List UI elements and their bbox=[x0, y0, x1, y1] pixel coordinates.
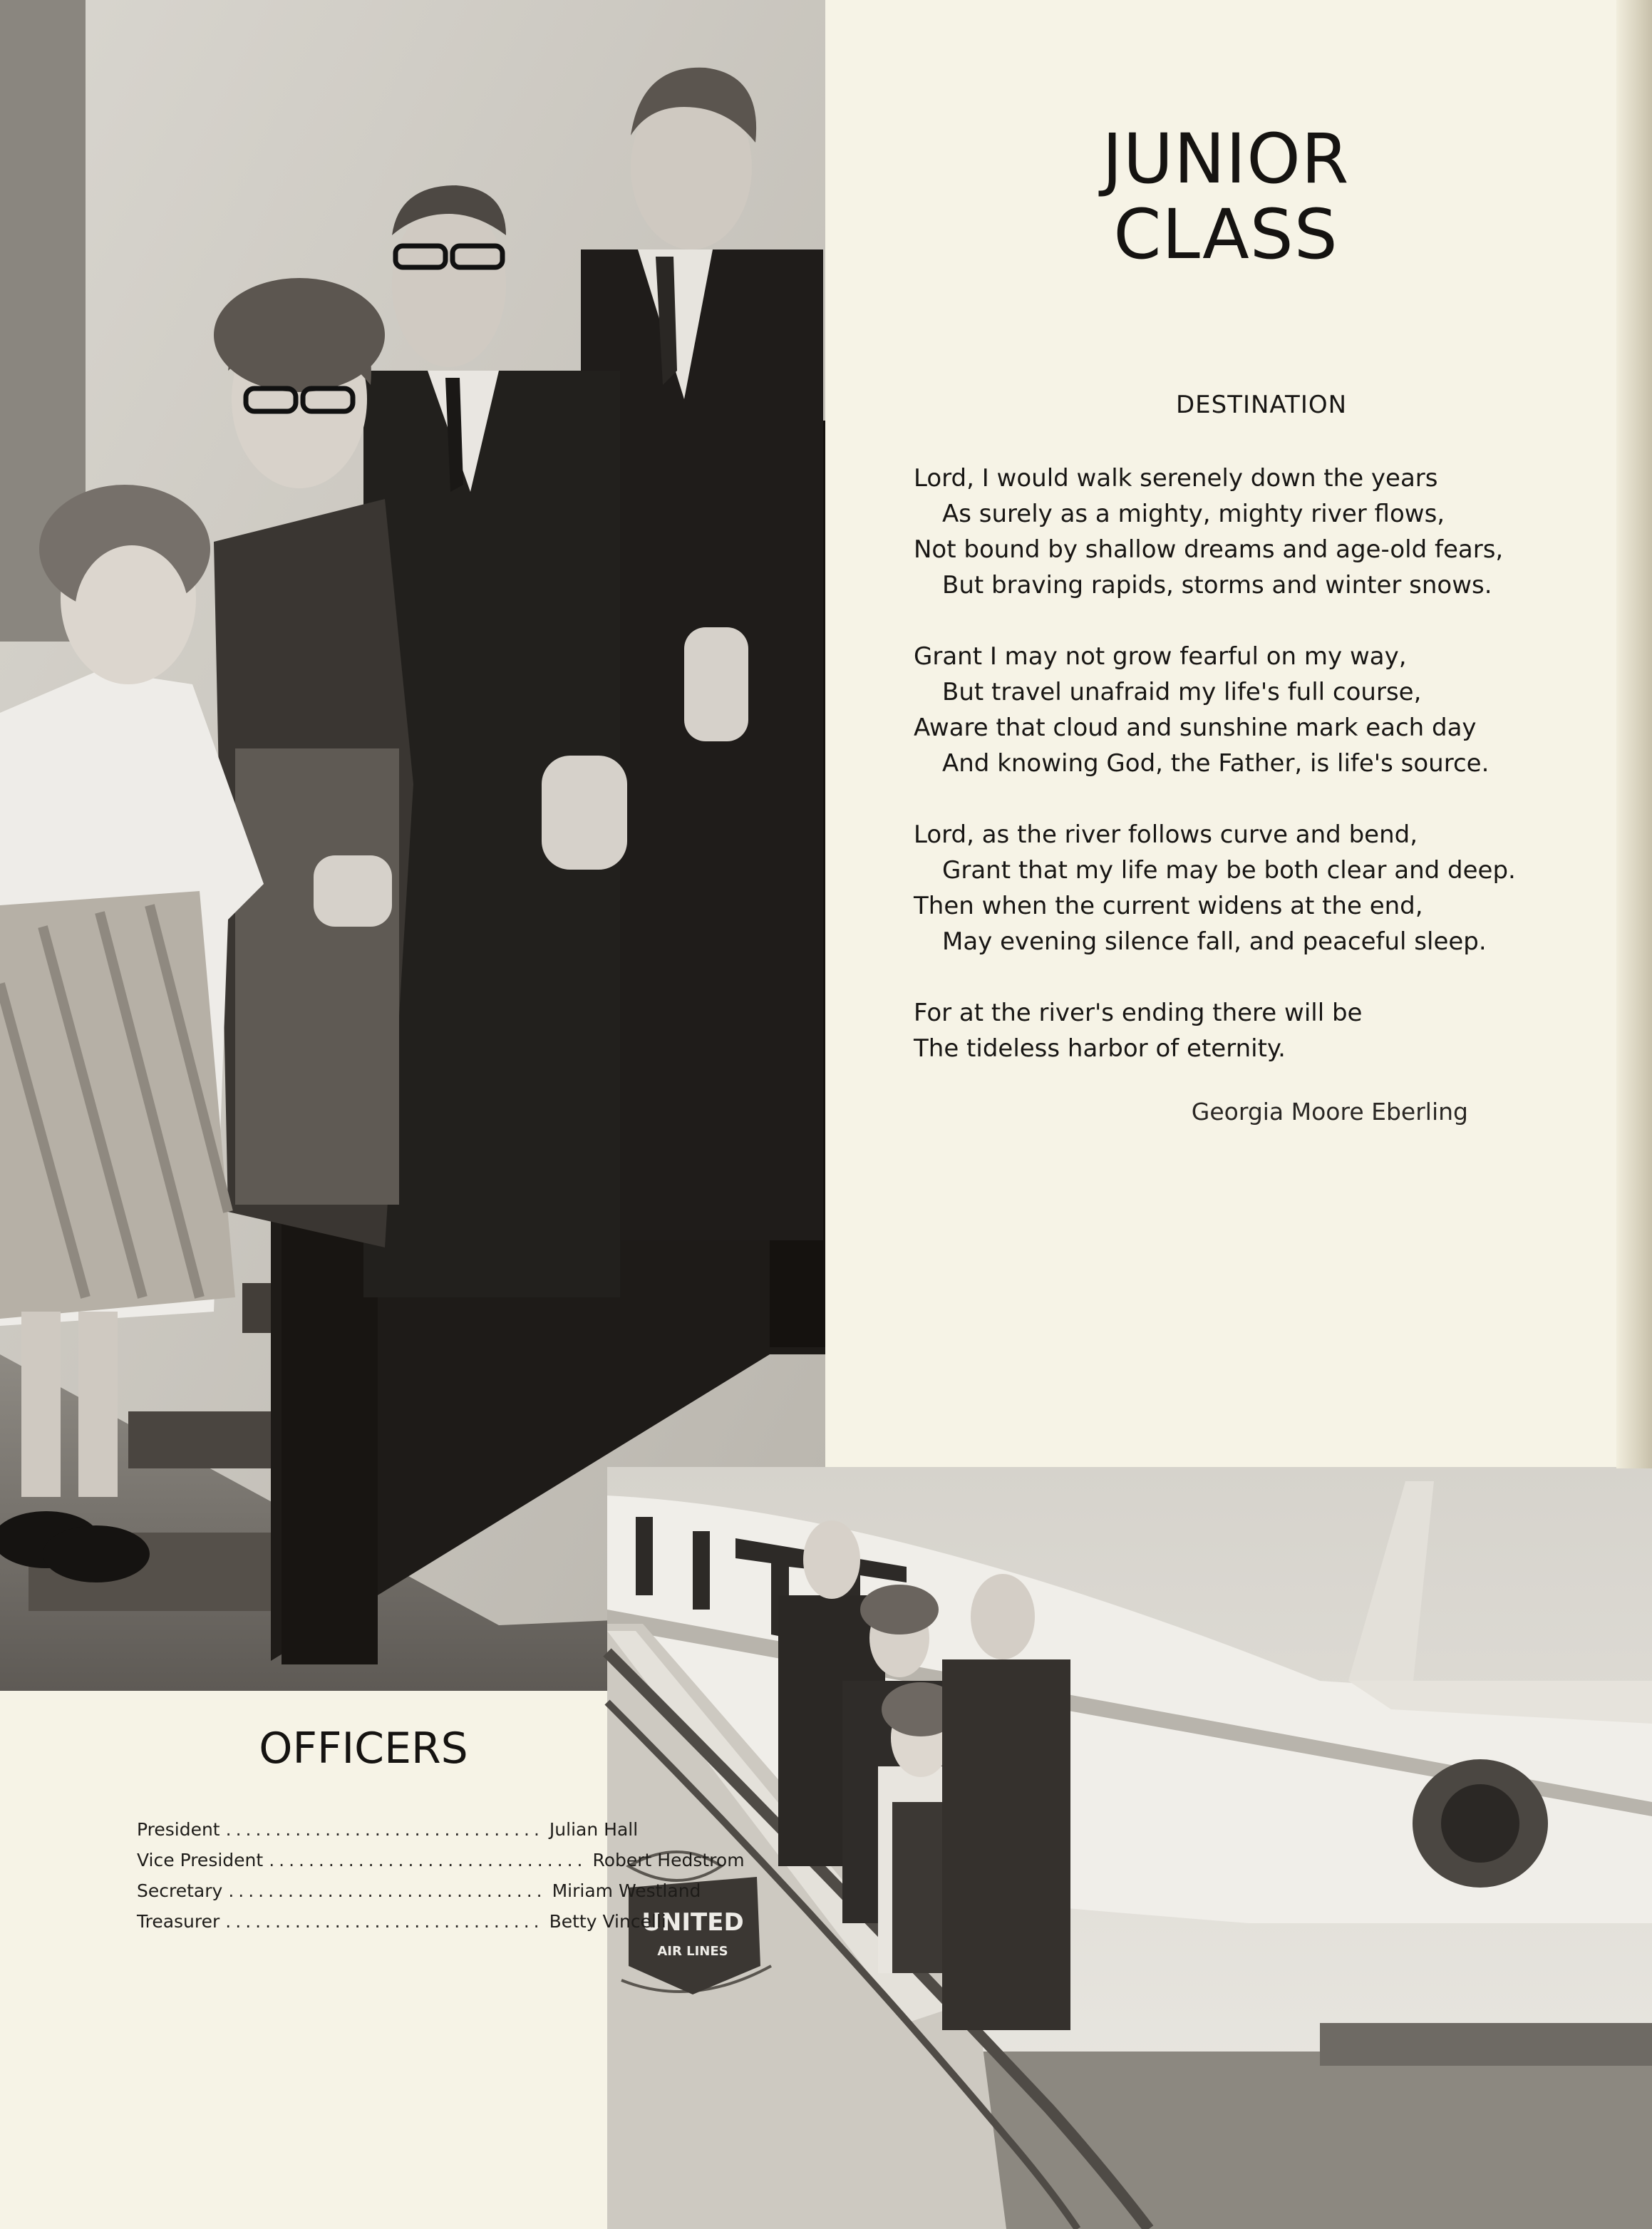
poem-line: But braving rapids, storms and winter snows. bbox=[942, 571, 1492, 599]
plane-logo-united: UNITED bbox=[641, 1908, 744, 1937]
officer-row bbox=[137, 1845, 745, 1875]
officer-row bbox=[137, 1814, 639, 1845]
poem-line: Then when the current widens at the end, bbox=[914, 892, 1423, 920]
officer-row bbox=[137, 1875, 701, 1906]
poem-stanza bbox=[914, 639, 1598, 781]
officer-name: Julian Hall bbox=[549, 1819, 639, 1840]
officer-name: Robert Hedstrom bbox=[592, 1850, 745, 1870]
poem-line: Not bound by shallow dreams and age-old fears, bbox=[914, 535, 1504, 564]
poem-line: Aware that cloud and sunshine mark each day bbox=[914, 714, 1477, 742]
officer-leader-dots: ................................ bbox=[225, 1911, 544, 1932]
poem-author: Georgia Moore Eberling bbox=[1191, 1098, 1468, 1126]
poem-line: Grant I may not grow fearful on my way, bbox=[914, 642, 1407, 671]
officer-name: Miriam Westland bbox=[552, 1880, 701, 1901]
poem-line: Lord, I would walk serenely down the years bbox=[914, 464, 1438, 493]
officer-role: Vice President bbox=[137, 1850, 264, 1870]
poem-body bbox=[914, 460, 1598, 1102]
poem-line: Lord, as the river follows curve and bend, bbox=[914, 820, 1418, 849]
officer-name: Betty Vincelli bbox=[549, 1911, 666, 1932]
officer-row bbox=[137, 1906, 666, 1937]
poem-line: May evening silence fall, and peaceful sleep. bbox=[942, 927, 1487, 956]
page-title bbox=[1026, 121, 1425, 272]
plane-logo-airlines: AIR LINES bbox=[657, 1944, 728, 1959]
title-line-2: CLASS bbox=[1113, 195, 1338, 274]
officers-title: OFFICERS bbox=[259, 1724, 468, 1774]
stairs-group-photo bbox=[0, 0, 825, 1691]
poem-line: But travel unafraid my life's full course, bbox=[942, 678, 1422, 706]
poem-line: And knowing God, the Father, is life's source. bbox=[942, 749, 1490, 778]
officer-leader-dots: ................................ bbox=[225, 1819, 544, 1840]
poem-title: DESTINATION bbox=[1175, 391, 1348, 419]
title-line-1: JUNIOR bbox=[1102, 119, 1350, 199]
poem-stanza bbox=[914, 995, 1598, 1066]
officer-leader-dots: ................................ bbox=[228, 1880, 547, 1901]
page-gutter-edge bbox=[1616, 0, 1652, 1468]
poem-stanza bbox=[914, 460, 1598, 603]
officer-role: Secretary bbox=[137, 1880, 223, 1901]
poem-line: Grant that my life may be both clear and deep. bbox=[942, 856, 1516, 885]
officer-role: President bbox=[137, 1819, 220, 1840]
airplane-group-photo bbox=[607, 1467, 1652, 2229]
poem-line: For at the river's ending there will be bbox=[914, 999, 1363, 1027]
officer-leader-dots: ................................ bbox=[269, 1850, 587, 1870]
poem-stanza bbox=[914, 817, 1598, 959]
poem-line: The tideless harbor of eternity. bbox=[914, 1034, 1286, 1063]
poem-line: As surely as a mighty, mighty river flows, bbox=[942, 500, 1445, 528]
officer-role: Treasurer bbox=[137, 1911, 220, 1932]
